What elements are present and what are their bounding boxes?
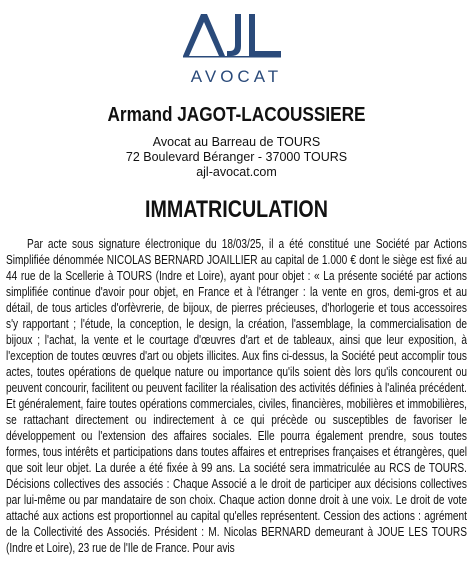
logo-subtitle: AVOCAT	[190, 67, 283, 86]
notice-body: Par acte sous signature électronique du 18/03/25, il a été constitué une Société par Actions Simplifiée dénommée NICOLAS BERNARD JOAILLIER au capital de 1.000 € dont le siège est fixé au 44 rue de la Scellerie à TOURS (Indre et Loire), ayant pour objet : « La présente société par actions simplifiée continue d'avoir pour objet, en France et à l'étranger : la vente en gros, demi-gros et au détail, de tous articles d'orfèvrerie, de bijoux, de pierres précieuses, d'horlogerie et tous accessoires s'y rapportant ; l'étude, la conception, le design, la création, l'assemblage, la commercialisation de bijoux ; l'achat, la vente et le courtage d'œuvres d'art et de tableaux, ainsi que leur exposition, à l'exception de toutes œuvres d'art ou objets illicites. Aux fins ci-dessus, la Société peut accomplir tous actes, toutes opérations de quelque nature ou importance qu'ils soient dès lors qu'ils concourent ou peuvent concourir, facilitent ou peuvent faciliter la réalisation des activités définies à l'alinéa précédent. Et généralement, faire toutes opérations commerciales, civiles, financières, mobilières et immobilières, se rattachant directement ou indirectement à ce qui précède ou susceptibles de favoriser le développement ou l'extension des affaires sociales. Elle pourra également prendre, sous toutes formes, tous intérêts et participations dans toutes affaires et entreprises françaises et étrangères, quel que soit leur objet. La durée a été fixée à 99 ans. La société sera immatriculée au RCS de TOURS. Décisions collectives des associés : Chaque Associé a le droit de participer aux décisions collectives par lui-même ou par mandataire de son choix. Chaque action donne droit à une voix. Le droit de vote attaché aux actions est proportionnel au capital qu'elles représentent. Cession des actions : agrément de la Collectivité des Associés. Président : M. Nicolas BERNARD demeurant à JOUE LES TOURS (Indre et Loire), 23 rue de l'Ile de France. Pour avis	[6, 237, 467, 555]
lawyer-address: 72 Boulevard Béranger - 37000 TOURS	[125, 150, 348, 164]
lawyer-role: Avocat au Barreau de TOURS	[152, 135, 321, 149]
ajl-logo-mark-icon	[177, 12, 297, 58]
lawyer-website: ajl-avocat.com	[196, 165, 277, 179]
logo	[0, 12, 473, 90]
lawyer-contact-block	[0, 135, 473, 180]
notice-title: IMMATRICULATION	[145, 196, 328, 223]
lawyer-name: Armand JAGOT-LACOUSSIERE	[107, 104, 366, 126]
